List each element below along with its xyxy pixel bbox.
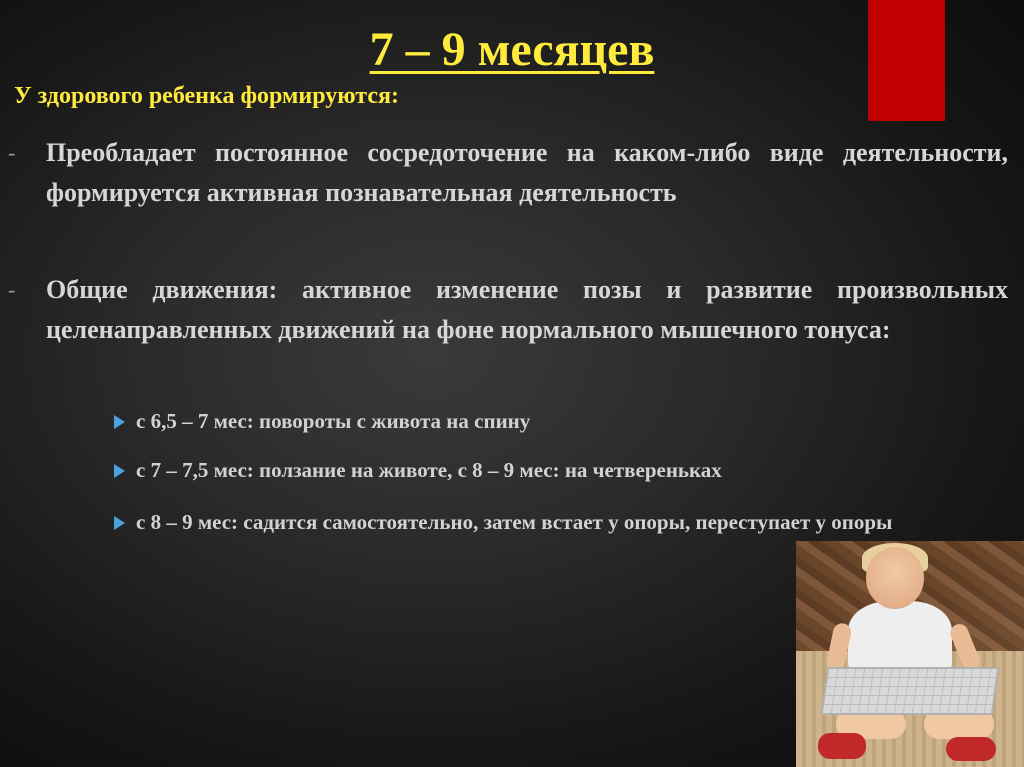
sub-bullet-item-2	[110, 453, 930, 487]
baby-with-keyboard-photo	[796, 541, 1024, 767]
sub-bullet-item-3	[110, 505, 930, 539]
slide-title: 7 – 9 месяцев	[369, 23, 655, 76]
bullet-dash: -	[8, 277, 16, 302]
triangle-right-icon	[110, 453, 136, 487]
sub-bullet-item-1	[110, 404, 930, 438]
sub-bullet-text: с 7 – 7,5 мес: ползание на животе, с 8 – 9 мес: на четвереньках	[136, 458, 722, 482]
photo-baby-shirt	[848, 601, 952, 675]
triangle-right-icon	[110, 505, 136, 539]
photo-baby-head	[866, 547, 924, 609]
photo-baby-shoe	[818, 733, 866, 759]
triangle-right-icon	[110, 404, 136, 438]
slide-subtitle: У здорового ребенка формируются:	[14, 83, 399, 109]
bullet-text: Общие движения: активное изменение позы и развитие произвольных целенаправленных движений на фоне нормального мышечного тонуса:	[46, 275, 1008, 344]
bullet-item-1	[8, 133, 1008, 213]
bullet-dash: -	[8, 140, 16, 165]
sub-bullet-text: с 8 – 9 мес: садится самостоятельно, затем встает у опоры, переступает у опоры	[136, 510, 893, 534]
bullet-item-2	[8, 270, 1008, 350]
photo-keyboard	[821, 667, 1000, 715]
bullet-text: Преобладает постоянное сосредоточение на каком-либо виде деятельности, формируется активная познавательная деятельность	[46, 138, 1008, 207]
photo-baby-shoe	[946, 737, 996, 761]
sub-bullet-text: с 6,5 – 7 мес: повороты с живота на спину	[136, 409, 531, 433]
